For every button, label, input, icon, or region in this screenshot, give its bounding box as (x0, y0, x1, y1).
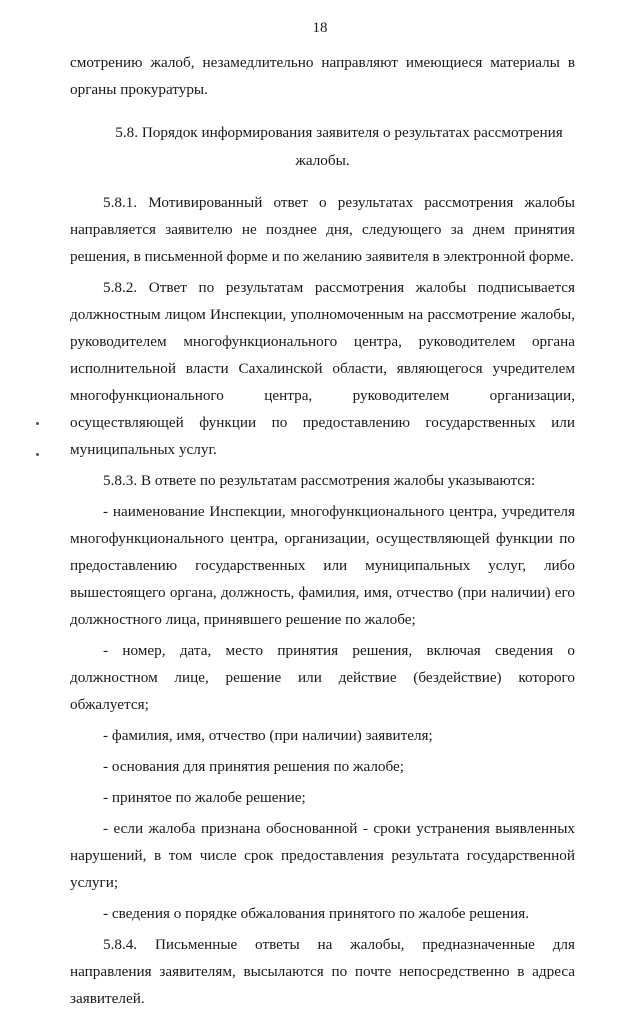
paragraph-5-8-1: 5.8.1. Мотивированный ответ о результатах рассмотрения жалобы направляется заявителю не позднее дня, следующего за днем принятия решения, в письменной форме и по желанию заявителя в электронной форме. (70, 194, 575, 265)
list-item: - сведения о порядке обжалования принятого по жалобе решения. (103, 905, 530, 922)
scan-mark (36, 453, 39, 456)
list-item: - если жалоба признана обоснованной - сроки устранения выявленных нарушений, в том числе срок предоставления результата государственной услуги; (70, 820, 575, 891)
page-number: 18 (312, 20, 328, 36)
list-item: - наименование Инспекции, многофункционального центра, учредителя многофункционального центра, организации, осуществляющей функции по предоставлению государственных или муниципальных услуг, либо вышестоящего органа, должность, фамилия, имя, отчество (при наличии) его должностного лица, принявшего решение по жалобе; (70, 503, 575, 628)
list-item: - основания для принятия решения по жалобе; (103, 758, 404, 775)
paragraph-5-8-3: 5.8.3. В ответе по результатам рассмотрения жалобы указываются: (103, 472, 536, 489)
paragraph-5-8-4: 5.8.4. Письменные ответы на жалобы, предназначенные для направления заявителям, высылаются по почте непосредственно в адреса заявителей. (70, 936, 575, 1007)
paragraph-5-8-2: 5.8.2. Ответ по результатам рассмотрения жалобы подписывается должностным лицом Инспекции, уполномоченным на рассмотрение жалобы, руководителем многофункционального центра, руководителем органа исполнительной власти Сахалинской области, являющегося учредителем многофункционального центра, руководителем организации, осуществляющей функции по предоставлению государственных или муниципальных услуг. (70, 279, 575, 458)
list-item: - номер, дата, место принятия решения, включая сведения о должностном лице, решение или действие (бездействие) которого обжалуется; (70, 642, 575, 713)
section-heading-5-8: 5.8. Порядок информирования заявителя о результатах рассмотрения жалобы. (115, 124, 563, 169)
paragraph-continuation: смотрению жалоб, незамедлительно направляют имеющиеся материалы в органы прокуратуры. (70, 54, 575, 98)
scan-mark (36, 422, 39, 425)
list-item: - принятое по жалобе решение; (103, 789, 306, 806)
document-body (70, 49, 575, 1012)
list-item: - фамилия, имя, отчество (при наличии) заявителя; (103, 727, 433, 744)
